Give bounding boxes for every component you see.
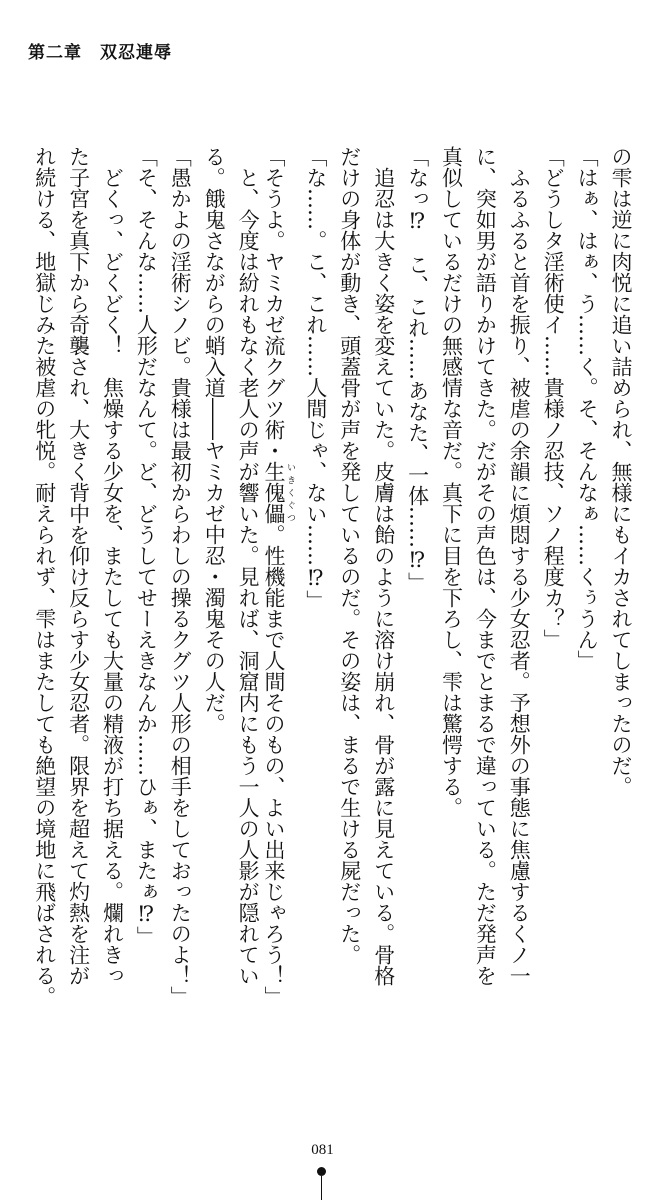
text-segment: 。性機能まで人間そのもの、よい出来じゃろう！」	[262, 524, 286, 1007]
page-marker-dot	[317, 1167, 326, 1176]
text-column: 「そ、そんな……人形だなんて。ど、どうしてせーえきなんか……ひぁ、またぁ⁉」	[134, 146, 159, 947]
page-marker-line	[321, 1176, 322, 1200]
text-column: 「はぁ、はぁ、う……く。そ、そんなぁ……くぅうん」	[575, 146, 600, 671]
text-column: に、突如男が語りかけてきた。だがその声色は、今までとまるで違っている。ただ発声を	[473, 146, 498, 986]
text-column: 「なっ⁉ こ、これ……あなた、一体……⁉」	[405, 146, 430, 593]
ruby-base: 生傀儡	[262, 461, 286, 524]
text-column: 追忍は大きく姿を変えていた。皮膚は飴のように溶け崩れ、骨が露に見えている。骨格	[371, 167, 396, 986]
text-column: 「な……。こ、これ……人間じゃ、ない……⁉」	[303, 146, 328, 611]
ruby-word	[262, 461, 295, 524]
text-column: た子宮を真下から奇襲され、大きく背中を仰け反らす少女忍者。限界を超えて灼熱を注が	[66, 146, 91, 986]
text-column: 真似しているだけの無感情な音だ。真下に目を下ろし、雫は驚愕する。	[439, 146, 464, 818]
text-column: れ続ける、地獄じみた被虐の牝悦。耐えられず、雫はまたしても絶望の境地に飛ばされる。	[32, 146, 57, 1007]
text-column: 「愚かよの淫術シノビ。貴様は最初からわしの操るクグツ人形の相手をしておったのよ！」	[168, 146, 193, 1007]
text-segment: 「そうよ。ヤミカゼ流クグツ術・	[262, 146, 286, 461]
text-column: と、今度は紛れもなく老人の声が響いた。見れば、洞窟内にもう一人の人影が隠れてい	[236, 167, 261, 986]
text-column: る。餓鬼さながらの蛸入道――ヤミカゼ中忍・濁鬼その人だ。	[202, 146, 227, 734]
text-column: どくっ、どくどく！ 焦燥する少女を、またしても大量の精液が打ち据える。爛れきっ	[100, 167, 125, 986]
page-number: 081	[311, 1142, 334, 1158]
text-column: ふるふると首を振り、被虐の余韻に煩悶する少女忍者。予想外の事態に焦慮するくノ一	[507, 167, 532, 986]
text-column: だけの身体が動き、頭蓋骨が声を発しているのだ。その姿は、まるで生ける屍だった。	[337, 146, 362, 965]
text-column: の雫は逆に肉悦に追い詰められ、無様にもイカされてしまったのだ。	[609, 146, 633, 797]
text-column: 「どうしタ淫術使イ……貴様ノ忍技、ソノ程度カ？」	[541, 146, 566, 650]
text-column	[262, 146, 295, 1007]
ruby-reading: いきくぐつ	[285, 461, 295, 524]
chapter-title: 第二章 双忍連辱	[28, 43, 172, 63]
